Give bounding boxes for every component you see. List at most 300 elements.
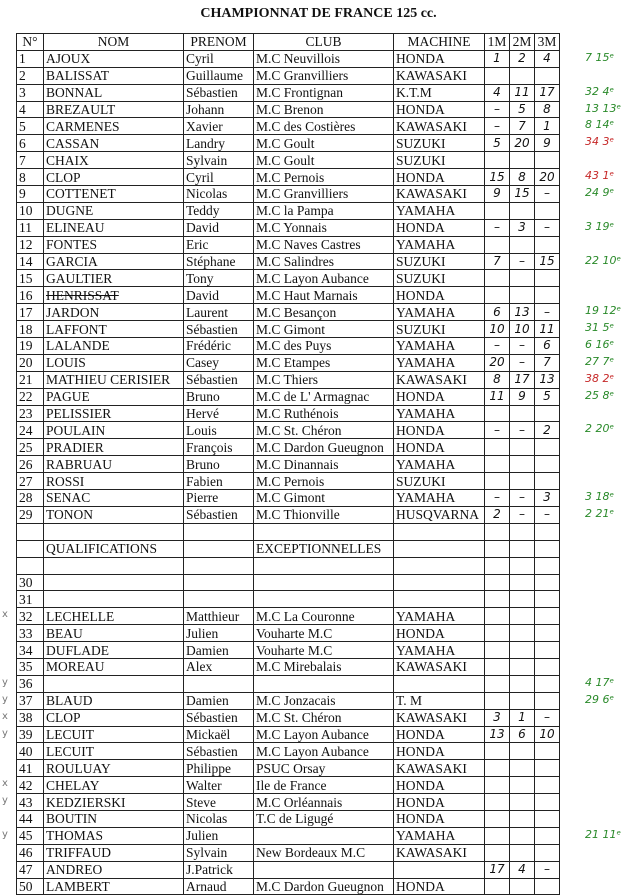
rider-club: M.C Layon Aubance (254, 743, 394, 760)
rider-nom: CARMENES (44, 118, 184, 135)
margin-score-note: 43 1ᵉ (585, 169, 615, 182)
rider-nom: PRADIER (44, 439, 184, 456)
rider-nom: AJOUX (44, 50, 184, 67)
moto-1-result: 3 (485, 709, 510, 726)
moto-1-result (485, 675, 510, 692)
moto-1-result: – (485, 219, 510, 236)
moto-3-result: 1 (535, 118, 560, 135)
col-header-prenom: PRENOM (184, 34, 254, 51)
moto-3-result (535, 625, 560, 642)
moto-2-result: 15 (510, 186, 535, 203)
rider-machine: YAMAHA (394, 304, 485, 321)
moto-3-result (535, 777, 560, 794)
margin-score-note: 24 9ᵉ (585, 186, 615, 199)
moto-1-result (485, 658, 510, 675)
rider-club: M.C Thionville (254, 506, 394, 523)
col-header-3m: 3M (535, 34, 560, 51)
moto-3-result: 5 (535, 388, 560, 405)
table-row (17, 135, 560, 152)
rider-number: 22 (17, 388, 44, 405)
rider-machine: SUZUKI (394, 152, 485, 169)
moto-2-result: – (510, 338, 535, 355)
moto-3-result: 8 (535, 101, 560, 118)
margin-score-note: 3 18ᵉ (585, 490, 615, 503)
rider-prenom: Damien (184, 692, 254, 709)
moto-2-result (510, 591, 535, 608)
rider-prenom: J.Patrick (184, 861, 254, 878)
rider-nom: ELINEAU (44, 219, 184, 236)
rider-club: M.C Ruthénois (254, 405, 394, 422)
rider-nom: PAGUE (44, 388, 184, 405)
moto-1-result: 10 (485, 321, 510, 338)
rider-nom: MOREAU (44, 658, 184, 675)
rider-number: 4 (17, 101, 44, 118)
rider-number: 8 (17, 169, 44, 186)
rider-nom (44, 574, 184, 591)
rider-number: 15 (17, 270, 44, 287)
rider-number: 29 (17, 506, 44, 523)
rider-nom: GAULTIER (44, 270, 184, 287)
rider-machine (394, 523, 485, 540)
rider-prenom: Sébastien (184, 743, 254, 760)
rider-club: M.C Neuvillois (254, 50, 394, 67)
moto-1-result: – (485, 118, 510, 135)
moto-2-result: 20 (510, 135, 535, 152)
rider-number: 18 (17, 321, 44, 338)
table-row (17, 371, 560, 388)
moto-2-result (510, 658, 535, 675)
margin-check-mark: x (2, 711, 8, 722)
rider-nom: ROULUAY (44, 760, 184, 777)
rider-club: M.C Haut Marnais (254, 287, 394, 304)
moto-3-result (535, 743, 560, 760)
rider-number: 34 (17, 642, 44, 659)
moto-3-result (535, 844, 560, 861)
rider-number: 17 (17, 304, 44, 321)
table-row (17, 777, 560, 794)
rider-prenom: Guillaume (184, 67, 254, 84)
rider-machine (394, 557, 485, 574)
rider-prenom: Bruno (184, 456, 254, 473)
table-row (17, 388, 560, 405)
rider-prenom (184, 591, 254, 608)
results-table (16, 33, 560, 895)
rider-nom: ANDREO (44, 861, 184, 878)
table-row (17, 219, 560, 236)
rider-nom: RABRUAU (44, 456, 184, 473)
rider-nom: CHAIX (44, 152, 184, 169)
rider-club: M.C Pernois (254, 169, 394, 186)
rider-prenom: Pierre (184, 490, 254, 507)
moto-3-result (535, 827, 560, 844)
rider-nom: DUFLADE (44, 642, 184, 659)
rider-nom: CLOP (44, 709, 184, 726)
rider-club: T.C de Ligugé (254, 810, 394, 827)
rider-club: M.C Gimont (254, 321, 394, 338)
rider-machine: HONDA (394, 219, 485, 236)
margin-check-mark: y (2, 677, 8, 688)
margin-score-note: 31 5ᵉ (585, 321, 615, 334)
rider-machine: HONDA (394, 439, 485, 456)
moto-3-result (535, 456, 560, 473)
rider-nom: LECUIT (44, 743, 184, 760)
rider-club: M.C Brenon (254, 101, 394, 118)
moto-3-result (535, 557, 560, 574)
rider-number: 1 (17, 50, 44, 67)
table-row (17, 844, 560, 861)
table-row (17, 506, 560, 523)
table-row (17, 67, 560, 84)
rider-prenom: Frédéric (184, 338, 254, 355)
rider-number (17, 523, 44, 540)
rider-club: M.C Granvilliers (254, 186, 394, 203)
rider-machine: SUZUKI (394, 473, 485, 490)
rider-nom: KEDZIERSKI (44, 794, 184, 811)
moto-3-result (535, 523, 560, 540)
moto-1-result (485, 202, 510, 219)
rider-club: M.C Salindres (254, 253, 394, 270)
moto-2-result (510, 625, 535, 642)
rider-nom: COTTENET (44, 186, 184, 203)
moto-2-result: 8 (510, 169, 535, 186)
moto-1-result (485, 810, 510, 827)
table-row (17, 760, 560, 777)
rider-club: M.C Pernois (254, 473, 394, 490)
table-row (17, 810, 560, 827)
rider-number: 16 (17, 287, 44, 304)
moto-2-result: 13 (510, 304, 535, 321)
margin-score-note: 34 3ᵉ (585, 135, 615, 148)
rider-number: 46 (17, 844, 44, 861)
rider-club (254, 557, 394, 574)
col-header-machine: MACHINE (394, 34, 485, 51)
rider-machine: SUZUKI (394, 270, 485, 287)
rider-club: M.C Thiers (254, 371, 394, 388)
margin-score-note: 3 19ᵉ (585, 220, 615, 233)
table-row (17, 608, 560, 625)
rider-nom: LAFFONT (44, 321, 184, 338)
rider-prenom: Sébastien (184, 506, 254, 523)
moto-1-result: – (485, 490, 510, 507)
moto-3-result (535, 692, 560, 709)
moto-1-result: 15 (485, 169, 510, 186)
rider-prenom: Julien (184, 827, 254, 844)
rider-number: 42 (17, 777, 44, 794)
col-header-1m: 1M (485, 34, 510, 51)
rider-machine: YAMAHA (394, 354, 485, 371)
rider-number: 26 (17, 456, 44, 473)
document-title: CHAMPIONNAT DE FRANCE 125 cc. (200, 6, 437, 21)
moto-1-result (485, 574, 510, 591)
rider-club: M.C des Costières (254, 118, 394, 135)
rider-machine: HONDA (394, 810, 485, 827)
rider-club: Vouharte M.C (254, 625, 394, 642)
rider-nom: CLOP (44, 169, 184, 186)
table-row (17, 253, 560, 270)
moto-1-result: 9 (485, 186, 510, 203)
rider-club (254, 827, 394, 844)
rider-number: 12 (17, 236, 44, 253)
rider-prenom (184, 540, 254, 557)
table-row (17, 743, 560, 760)
rider-nom: CASSAN (44, 135, 184, 152)
moto-2-result (510, 287, 535, 304)
margin-score-note: 38 2ᵉ (585, 372, 615, 385)
rider-prenom: Sylvain (184, 844, 254, 861)
moto-2-result (510, 827, 535, 844)
moto-2-result (510, 439, 535, 456)
rider-nom: MATHIEU CERISIER (44, 371, 184, 388)
table-row (17, 591, 560, 608)
rider-machine: KAWASAKI (394, 658, 485, 675)
moto-2-result: 5 (510, 101, 535, 118)
rider-nom: POULAIN (44, 422, 184, 439)
rider-nom: BONNAL (44, 84, 184, 101)
table-row (17, 405, 560, 422)
moto-1-result (485, 540, 510, 557)
moto-3-result (535, 878, 560, 895)
rider-number: 6 (17, 135, 44, 152)
rider-prenom (184, 675, 254, 692)
rider-nom: TRIFFAUD (44, 844, 184, 861)
table-row (17, 490, 560, 507)
rider-club (254, 574, 394, 591)
rider-club: M.C Yonnais (254, 219, 394, 236)
rider-prenom: David (184, 287, 254, 304)
margin-check-mark: y (2, 728, 8, 739)
moto-2-result (510, 523, 535, 540)
rider-number: 23 (17, 405, 44, 422)
moto-1-result: 2 (485, 506, 510, 523)
moto-1-result (485, 692, 510, 709)
rider-number: 7 (17, 152, 44, 169)
moto-2-result: 2 (510, 50, 535, 67)
moto-2-result (510, 202, 535, 219)
rider-machine: HONDA (394, 169, 485, 186)
col-header-2m: 2M (510, 34, 535, 51)
table-row (17, 794, 560, 811)
rider-prenom: David (184, 219, 254, 236)
moto-2-result: 1 (510, 709, 535, 726)
rider-number (17, 540, 44, 557)
rider-nom (44, 523, 184, 540)
rider-prenom: Bruno (184, 388, 254, 405)
rider-number: 31 (17, 591, 44, 608)
rider-machine: HUSQVARNA (394, 506, 485, 523)
table-row (17, 304, 560, 321)
rider-prenom: Walter (184, 777, 254, 794)
moto-3-result: 10 (535, 726, 560, 743)
rider-number: 20 (17, 354, 44, 371)
moto-3-result (535, 794, 560, 811)
rider-number: 25 (17, 439, 44, 456)
rider-prenom: Nicolas (184, 810, 254, 827)
table-row (17, 118, 560, 135)
rider-prenom: Tony (184, 270, 254, 287)
rider-prenom: Stéphane (184, 253, 254, 270)
rider-nom (44, 675, 184, 692)
moto-1-result: 17 (485, 861, 510, 878)
moto-3-result (535, 67, 560, 84)
rider-club: M.C Dardon Gueugnon (254, 878, 394, 895)
rider-number: 39 (17, 726, 44, 743)
moto-1-result (485, 827, 510, 844)
table-row (17, 642, 560, 659)
table-row (17, 422, 560, 439)
rider-number: 9 (17, 186, 44, 203)
moto-3-result (535, 287, 560, 304)
rider-number: 36 (17, 675, 44, 692)
table-row (17, 169, 560, 186)
moto-3-result: 20 (535, 169, 560, 186)
moto-3-result (535, 608, 560, 625)
rider-club: M.C La Couronne (254, 608, 394, 625)
table-row (17, 658, 560, 675)
moto-3-result: 3 (535, 490, 560, 507)
header-row (17, 34, 560, 51)
moto-1-result (485, 794, 510, 811)
moto-2-result: 10 (510, 321, 535, 338)
moto-2-result (510, 760, 535, 777)
moto-3-result (535, 540, 560, 557)
moto-3-result (535, 642, 560, 659)
table-row (17, 726, 560, 743)
margin-check-mark: x (2, 778, 8, 789)
rider-number: 19 (17, 338, 44, 355)
rider-nom: DUGNE (44, 202, 184, 219)
table-row (17, 236, 560, 253)
rider-prenom: Sébastien (184, 84, 254, 101)
table-row (17, 439, 560, 456)
rider-machine: K.T.M (394, 84, 485, 101)
rider-prenom: Sébastien (184, 371, 254, 388)
rider-machine: YAMAHA (394, 405, 485, 422)
rider-nom: LOUIS (44, 354, 184, 371)
rider-nom (44, 557, 184, 574)
rider-nom: LECUIT (44, 726, 184, 743)
rider-prenom: Fabien (184, 473, 254, 490)
rider-machine: HONDA (394, 625, 485, 642)
moto-3-result: 9 (535, 135, 560, 152)
rider-prenom: Arnaud (184, 878, 254, 895)
moto-2-result (510, 557, 535, 574)
moto-3-result: 4 (535, 50, 560, 67)
rider-nom: LALANDE (44, 338, 184, 355)
moto-1-result: 5 (485, 135, 510, 152)
moto-2-result (510, 844, 535, 861)
rider-prenom: Julien (184, 625, 254, 642)
rider-number: 35 (17, 658, 44, 675)
table-row (17, 338, 560, 355)
rider-number: 5 (17, 118, 44, 135)
col-header-number: N° (17, 34, 44, 51)
rider-prenom: Matthieur (184, 608, 254, 625)
table-row (17, 709, 560, 726)
rider-prenom: Louis (184, 422, 254, 439)
rider-number: 43 (17, 794, 44, 811)
rider-number: 45 (17, 827, 44, 844)
moto-1-result: 20 (485, 354, 510, 371)
rider-number: 2 (17, 67, 44, 84)
rider-club: M.C Etampes (254, 354, 394, 371)
moto-1-result: – (485, 422, 510, 439)
rider-number: 41 (17, 760, 44, 777)
rider-machine: YAMAHA (394, 456, 485, 473)
rider-number: 37 (17, 692, 44, 709)
moto-3-result: 11 (535, 321, 560, 338)
moto-2-result (510, 574, 535, 591)
rider-number: 27 (17, 473, 44, 490)
rider-machine (394, 591, 485, 608)
rider-machine: YAMAHA (394, 642, 485, 659)
rider-nom: JARDON (44, 304, 184, 321)
moto-3-result (535, 439, 560, 456)
rider-club (254, 523, 394, 540)
rider-nom: BEAU (44, 625, 184, 642)
col-header-nom: NOM (44, 34, 184, 51)
rider-nom: FONTES (44, 236, 184, 253)
rider-machine: SUZUKI (394, 321, 485, 338)
rider-club: M.C Goult (254, 152, 394, 169)
moto-3-result: 7 (535, 354, 560, 371)
rider-number: 28 (17, 490, 44, 507)
margin-score-note: 8 14ᵉ (585, 118, 615, 131)
rider-machine (394, 861, 485, 878)
rider-prenom: Philippe (184, 760, 254, 777)
moto-2-result (510, 777, 535, 794)
rider-club: Vouharte M.C (254, 642, 394, 659)
rider-prenom (184, 557, 254, 574)
moto-3-result: 13 (535, 371, 560, 388)
rider-nom: GARCIA (44, 253, 184, 270)
table-row (17, 557, 560, 574)
moto-3-result: – (535, 709, 560, 726)
moto-1-result: 6 (485, 304, 510, 321)
rider-machine: YAMAHA (394, 490, 485, 507)
moto-3-result (535, 658, 560, 675)
moto-1-result (485, 67, 510, 84)
rider-prenom (184, 574, 254, 591)
rider-number: 44 (17, 810, 44, 827)
rider-machine: HONDA (394, 287, 485, 304)
rider-nom: SENAC (44, 490, 184, 507)
table-row (17, 523, 560, 540)
table-row (17, 152, 560, 169)
moto-1-result (485, 152, 510, 169)
moto-1-result (485, 557, 510, 574)
rider-club: M.C Goult (254, 135, 394, 152)
rider-nom: LECHELLE (44, 608, 184, 625)
rider-prenom: Cyril (184, 50, 254, 67)
moto-2-result: 7 (510, 118, 535, 135)
moto-2-result (510, 878, 535, 895)
moto-1-result (485, 405, 510, 422)
moto-3-result (535, 202, 560, 219)
rider-machine: HONDA (394, 794, 485, 811)
rider-machine: KAWASAKI (394, 371, 485, 388)
rider-machine: HONDA (394, 50, 485, 67)
rider-machine: YAMAHA (394, 202, 485, 219)
moto-1-result: 8 (485, 371, 510, 388)
moto-2-result (510, 270, 535, 287)
margin-score-note: 2 20ᵉ (585, 422, 615, 435)
moto-2-result: – (510, 253, 535, 270)
moto-3-result (535, 270, 560, 287)
moto-1-result: 7 (485, 253, 510, 270)
rider-club: M.C Frontignan (254, 84, 394, 101)
moto-1-result (485, 642, 510, 659)
table-row (17, 861, 560, 878)
